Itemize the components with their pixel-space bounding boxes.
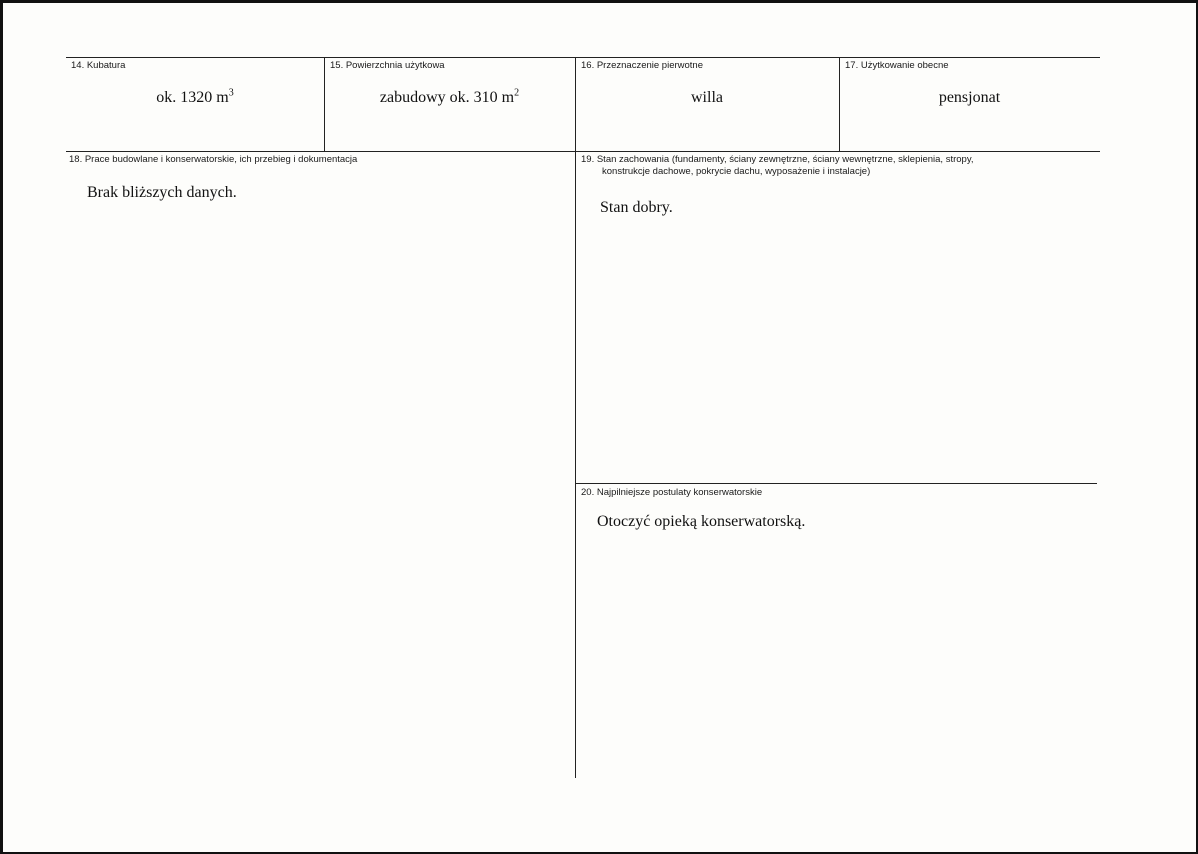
field-20-label: 20. Najpilniejsze postulaty konserwatorskie: [581, 487, 763, 498]
field-19-label-line2: konstrukcje dachowe, pokrycie dachu, wyposażenie i instalacje): [602, 166, 871, 177]
field-15-label: 15. Powierzchnia użytkowa: [330, 60, 445, 71]
field-15-text: zabudowy ok. 310 m: [379, 89, 515, 106]
divider-18-19: [575, 151, 576, 778]
field-17-value: pensjonat: [938, 89, 1001, 106]
field-14-value: [66, 89, 324, 107]
field-14-label: 14. Kubatura: [71, 60, 126, 71]
field-19-label-line1: 19. Stan zachowania (fundamenty, ściany zewnętrzne, ściany wewnętrzne, sklepienia, stropy,: [581, 154, 974, 165]
field-14-text: ok. 1320 m: [156, 89, 229, 106]
top-row-top-rule: [66, 57, 1100, 58]
field-16-value: willa: [691, 89, 723, 106]
field-14-exponent: 3: [228, 87, 234, 99]
field-17-label: 17. Użytkowanie obecne: [845, 60, 949, 71]
rule-above-20: [575, 483, 1097, 484]
field-15-exponent: 2: [514, 87, 520, 99]
field-18-label: 18. Prace budowlane i konserwatorskie, ich przebieg i dokumentacja: [69, 154, 358, 165]
field-16-label: 16. Przeznaczenie pierwotne: [581, 60, 703, 71]
field-15-value: [324, 89, 575, 107]
field-18-value: Brak bliższych danych.: [87, 184, 237, 201]
top-row-bottom-rule: [66, 151, 1100, 152]
field-19-value: Stan dobry.: [600, 199, 673, 216]
field-20-value: Otoczyć opieką konserwatorską.: [597, 513, 806, 530]
